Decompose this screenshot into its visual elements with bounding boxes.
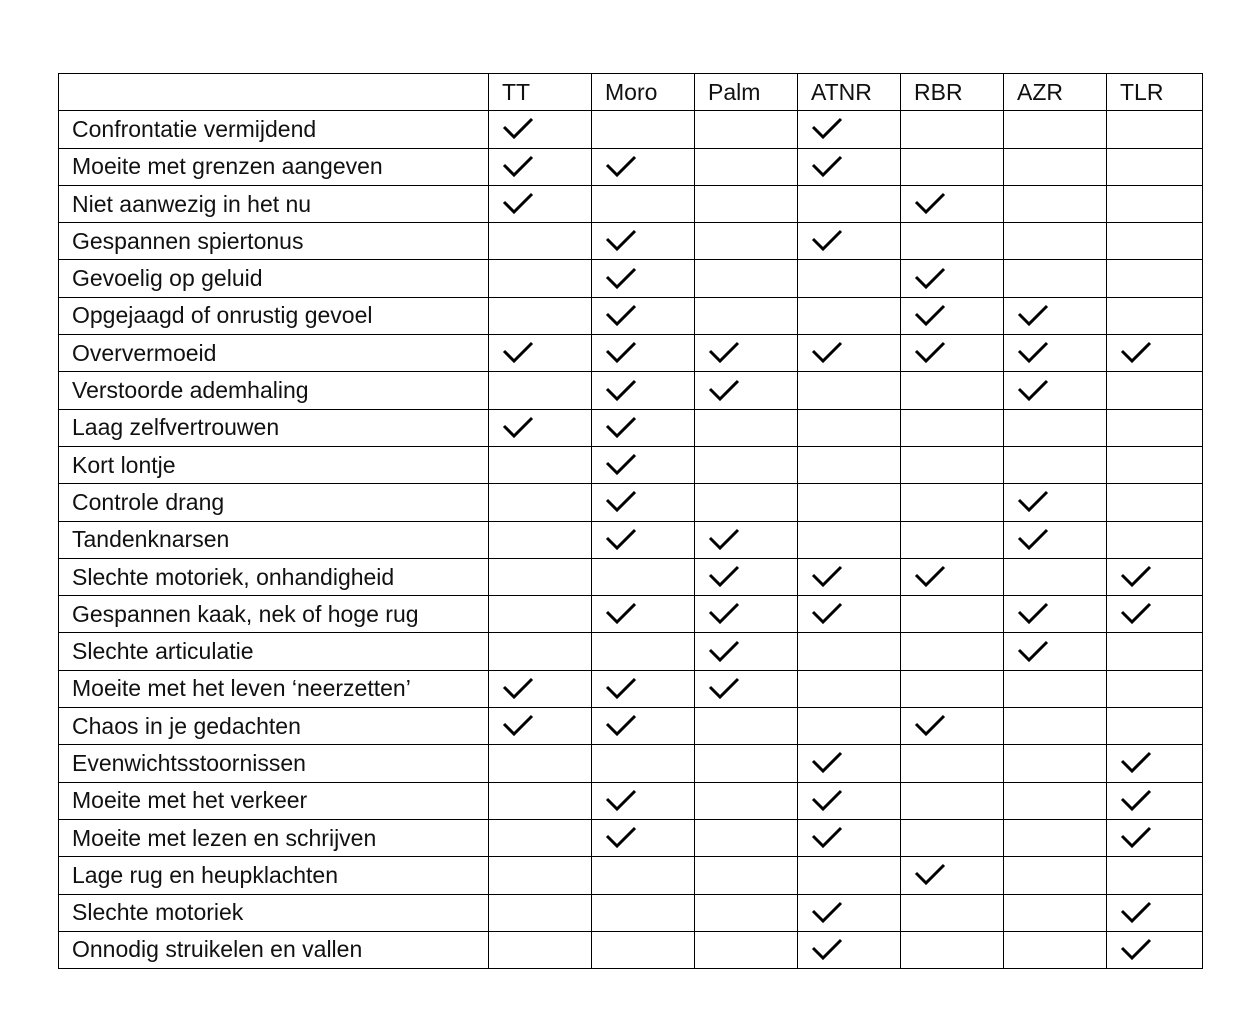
check-cell [1004, 148, 1107, 185]
column-header-palm: Palm [695, 74, 798, 111]
checkmark-icon [1120, 826, 1152, 850]
table-row [59, 894, 1203, 931]
check-cell [901, 297, 1004, 334]
check-cell [592, 223, 695, 260]
checkmark-icon [914, 304, 946, 328]
checkmark-icon [502, 155, 534, 179]
check-cell [798, 446, 901, 483]
checkmark-icon [811, 789, 843, 813]
row-label: Gespannen kaak, nek of hoge rug [59, 596, 489, 633]
check-cell [489, 931, 592, 968]
header-row [59, 74, 1203, 111]
checkmark-icon [1017, 602, 1049, 626]
checkmark-icon [605, 677, 637, 701]
check-cell [901, 633, 1004, 670]
table-row [59, 782, 1203, 819]
row-label: Tandenknarsen [59, 521, 489, 558]
check-cell [798, 260, 901, 297]
check-cell [798, 857, 901, 894]
check-cell [901, 596, 1004, 633]
check-cell [1107, 931, 1203, 968]
table-row [59, 260, 1203, 297]
check-cell [695, 670, 798, 707]
check-cell [592, 297, 695, 334]
check-cell [1107, 857, 1203, 894]
check-cell [901, 558, 1004, 595]
check-cell [489, 521, 592, 558]
checkmark-icon [1120, 565, 1152, 589]
check-cell [1107, 185, 1203, 222]
check-cell [489, 484, 592, 521]
check-cell [1107, 148, 1203, 185]
check-cell [489, 185, 592, 222]
check-cell [798, 335, 901, 372]
row-label: Kort lontje [59, 446, 489, 483]
check-cell [592, 111, 695, 148]
check-cell [695, 409, 798, 446]
checkmark-icon [811, 602, 843, 626]
checkmark-icon [502, 192, 534, 216]
check-cell [901, 857, 1004, 894]
row-label: Confrontatie vermijdend [59, 111, 489, 148]
row-label: Lage rug en heupklachten [59, 857, 489, 894]
checkmark-icon [708, 565, 740, 589]
check-cell [901, 745, 1004, 782]
check-cell [695, 857, 798, 894]
check-cell [1107, 297, 1203, 334]
check-cell [1004, 111, 1107, 148]
checkmark-icon [708, 528, 740, 552]
checkmark-icon [502, 117, 534, 141]
row-label: Verstoorde ademhaling [59, 372, 489, 409]
row-label: Oververmoeid [59, 335, 489, 372]
column-header-tlr: TLR [1107, 74, 1203, 111]
check-cell [901, 335, 1004, 372]
table-row [59, 596, 1203, 633]
check-cell [1004, 185, 1107, 222]
row-label: Gespannen spiertonus [59, 223, 489, 260]
check-cell [592, 670, 695, 707]
check-cell [1107, 484, 1203, 521]
check-cell [1004, 335, 1107, 372]
check-cell [1004, 931, 1107, 968]
checkmark-icon [605, 789, 637, 813]
table-row [59, 185, 1203, 222]
checkmark-icon [1017, 379, 1049, 403]
check-cell [489, 372, 592, 409]
row-label: Controle drang [59, 484, 489, 521]
column-header-azr: AZR [1004, 74, 1107, 111]
check-cell [1107, 819, 1203, 856]
check-cell [695, 894, 798, 931]
checkmark-icon [1120, 789, 1152, 813]
check-cell [1107, 558, 1203, 595]
check-cell [1107, 670, 1203, 707]
check-cell [901, 670, 1004, 707]
row-label: Moeite met grenzen aangeven [59, 148, 489, 185]
check-cell [901, 782, 1004, 819]
checkmark-icon [914, 192, 946, 216]
reflex-symptom-table [58, 73, 1203, 969]
check-cell [592, 185, 695, 222]
check-cell [1107, 782, 1203, 819]
table-row [59, 670, 1203, 707]
table-row [59, 708, 1203, 745]
checkmark-icon [1017, 341, 1049, 365]
check-cell [695, 819, 798, 856]
check-cell [1004, 223, 1107, 260]
check-cell [592, 484, 695, 521]
check-cell [592, 409, 695, 446]
check-cell [798, 745, 901, 782]
check-cell [798, 297, 901, 334]
row-label: Niet aanwezig in het nu [59, 185, 489, 222]
check-cell [592, 931, 695, 968]
check-cell [1004, 484, 1107, 521]
check-cell [798, 633, 901, 670]
check-cell [798, 223, 901, 260]
table-row [59, 446, 1203, 483]
checkmark-icon [502, 677, 534, 701]
table-row [59, 409, 1203, 446]
row-label: Laag zelfvertrouwen [59, 409, 489, 446]
check-cell [695, 633, 798, 670]
checkmark-icon [1120, 341, 1152, 365]
check-cell [901, 111, 1004, 148]
check-cell [592, 148, 695, 185]
table-row [59, 745, 1203, 782]
check-cell [695, 782, 798, 819]
check-cell [592, 894, 695, 931]
checkmark-icon [502, 714, 534, 738]
check-cell [901, 484, 1004, 521]
check-cell [901, 894, 1004, 931]
check-cell [592, 372, 695, 409]
check-cell [901, 185, 1004, 222]
table-row [59, 335, 1203, 372]
check-cell [592, 819, 695, 856]
check-cell [695, 708, 798, 745]
check-cell [592, 633, 695, 670]
check-cell [1004, 297, 1107, 334]
table-row [59, 633, 1203, 670]
column-header-atnr: ATNR [798, 74, 901, 111]
check-cell [592, 596, 695, 633]
checkmark-icon [1017, 640, 1049, 664]
check-cell [489, 782, 592, 819]
check-cell [695, 931, 798, 968]
check-cell [1004, 558, 1107, 595]
check-cell [798, 372, 901, 409]
check-cell [1004, 670, 1107, 707]
check-cell [695, 148, 798, 185]
check-cell [798, 596, 901, 633]
check-cell [901, 223, 1004, 260]
check-cell [1004, 596, 1107, 633]
checkmark-icon [914, 565, 946, 589]
row-label: Opgejaagd of onrustig gevoel [59, 297, 489, 334]
checkmark-icon [708, 677, 740, 701]
checkmark-icon [1120, 602, 1152, 626]
check-cell [592, 521, 695, 558]
checkmark-icon [811, 229, 843, 253]
check-cell [798, 148, 901, 185]
check-cell [1107, 446, 1203, 483]
checkmark-icon [914, 267, 946, 291]
check-cell [901, 819, 1004, 856]
row-label: Slechte motoriek, onhandigheid [59, 558, 489, 595]
check-cell [695, 297, 798, 334]
check-cell [489, 223, 592, 260]
checkmark-icon [605, 714, 637, 738]
checkmark-icon [605, 267, 637, 291]
check-cell [489, 633, 592, 670]
checkmark-icon [811, 938, 843, 962]
checkmark-icon [502, 341, 534, 365]
check-cell [1004, 819, 1107, 856]
checkmark-icon [1017, 304, 1049, 328]
checkmark-icon [605, 528, 637, 552]
check-cell [1004, 782, 1107, 819]
checkmark-icon [1017, 490, 1049, 514]
table-body [59, 111, 1203, 969]
check-cell [1107, 223, 1203, 260]
check-cell [489, 111, 592, 148]
checkmark-icon [605, 229, 637, 253]
check-cell [1004, 708, 1107, 745]
check-cell [695, 260, 798, 297]
checkmark-icon [708, 379, 740, 403]
row-label: Onnodig struikelen en vallen [59, 931, 489, 968]
check-cell [489, 409, 592, 446]
check-cell [798, 409, 901, 446]
check-cell [901, 521, 1004, 558]
check-cell [695, 521, 798, 558]
check-cell [901, 931, 1004, 968]
check-cell [798, 484, 901, 521]
checkmark-icon [811, 117, 843, 141]
checkmark-icon [708, 602, 740, 626]
check-cell [901, 708, 1004, 745]
check-cell [489, 335, 592, 372]
checkmark-icon [502, 416, 534, 440]
table-row [59, 297, 1203, 334]
check-cell [1107, 335, 1203, 372]
checkmark-icon [1017, 528, 1049, 552]
check-cell [695, 484, 798, 521]
check-cell [901, 260, 1004, 297]
checkmark-icon [811, 155, 843, 179]
check-cell [1004, 409, 1107, 446]
checkmark-icon [811, 565, 843, 589]
check-cell [901, 409, 1004, 446]
table-row [59, 819, 1203, 856]
checkmark-icon [605, 341, 637, 365]
check-cell [1004, 521, 1107, 558]
check-cell [489, 596, 592, 633]
check-cell [489, 894, 592, 931]
check-cell [1004, 894, 1107, 931]
checkmark-icon [914, 341, 946, 365]
checkmark-icon [811, 901, 843, 925]
check-cell [1004, 857, 1107, 894]
row-label: Moeite met het leven ‘neerzetten’ [59, 670, 489, 707]
table-row [59, 521, 1203, 558]
check-cell [695, 558, 798, 595]
check-cell [798, 670, 901, 707]
check-cell [592, 782, 695, 819]
check-cell [592, 558, 695, 595]
row-label: Moeite met lezen en schrijven [59, 819, 489, 856]
check-cell [592, 857, 695, 894]
checkmark-icon [605, 155, 637, 179]
check-cell [798, 185, 901, 222]
check-cell [901, 372, 1004, 409]
checkmark-icon [605, 379, 637, 403]
check-cell [798, 782, 901, 819]
table-row [59, 484, 1203, 521]
table-row [59, 223, 1203, 260]
check-cell [695, 596, 798, 633]
checkmark-icon [605, 490, 637, 514]
column-header-tt: TT [489, 74, 592, 111]
check-cell [1107, 372, 1203, 409]
checkmark-icon [1120, 938, 1152, 962]
table-row [59, 857, 1203, 894]
check-cell [1004, 372, 1107, 409]
check-cell [1107, 409, 1203, 446]
check-cell [798, 894, 901, 931]
check-cell [489, 148, 592, 185]
check-cell [1107, 633, 1203, 670]
table-row [59, 148, 1203, 185]
check-cell [1107, 521, 1203, 558]
checkmark-icon [605, 826, 637, 850]
checkmark-icon [1120, 901, 1152, 925]
check-cell [592, 260, 695, 297]
check-cell [489, 708, 592, 745]
header-corner-cell [59, 74, 489, 111]
check-cell [1107, 894, 1203, 931]
checkmark-icon [811, 751, 843, 775]
row-label: Gevoelig op geluid [59, 260, 489, 297]
table-row [59, 111, 1203, 148]
check-cell [798, 111, 901, 148]
check-cell [695, 446, 798, 483]
row-label: Chaos in je gedachten [59, 708, 489, 745]
row-label: Slechte motoriek [59, 894, 489, 931]
check-cell [1107, 708, 1203, 745]
table-row [59, 372, 1203, 409]
check-cell [1004, 260, 1107, 297]
checkmark-icon [605, 304, 637, 328]
check-cell [1004, 745, 1107, 782]
check-cell [901, 148, 1004, 185]
check-cell [489, 670, 592, 707]
table-row [59, 558, 1203, 595]
check-cell [695, 223, 798, 260]
check-cell [1004, 633, 1107, 670]
check-cell [798, 708, 901, 745]
check-cell [489, 260, 592, 297]
check-cell [695, 745, 798, 782]
column-header-moro: Moro [592, 74, 695, 111]
check-cell [798, 931, 901, 968]
check-cell [592, 335, 695, 372]
checkmark-icon [914, 863, 946, 887]
check-cell [1107, 260, 1203, 297]
check-cell [695, 111, 798, 148]
checkmark-icon [1120, 751, 1152, 775]
check-cell [489, 745, 592, 782]
checkmark-icon [708, 640, 740, 664]
checkmark-icon [811, 341, 843, 365]
check-cell [798, 819, 901, 856]
row-label: Slechte articulatie [59, 633, 489, 670]
column-header-rbr: RBR [901, 74, 1004, 111]
check-cell [695, 372, 798, 409]
check-cell [592, 708, 695, 745]
check-cell [1004, 446, 1107, 483]
check-cell [489, 297, 592, 334]
check-cell [592, 745, 695, 782]
check-cell [695, 335, 798, 372]
checkmark-icon [708, 341, 740, 365]
check-cell [798, 521, 901, 558]
check-cell [695, 185, 798, 222]
checkmark-icon [605, 602, 637, 626]
check-cell [1107, 111, 1203, 148]
check-cell [489, 857, 592, 894]
check-cell [1107, 745, 1203, 782]
checkmark-icon [914, 714, 946, 738]
check-cell [901, 446, 1004, 483]
checkmark-icon [811, 826, 843, 850]
check-cell [592, 446, 695, 483]
check-cell [798, 558, 901, 595]
checkmark-icon [605, 416, 637, 440]
row-label: Moeite met het verkeer [59, 782, 489, 819]
row-label: Evenwichtsstoornissen [59, 745, 489, 782]
check-cell [489, 558, 592, 595]
checkmark-icon [605, 453, 637, 477]
table-row [59, 931, 1203, 968]
check-cell [489, 446, 592, 483]
check-cell [489, 819, 592, 856]
check-cell [1107, 596, 1203, 633]
